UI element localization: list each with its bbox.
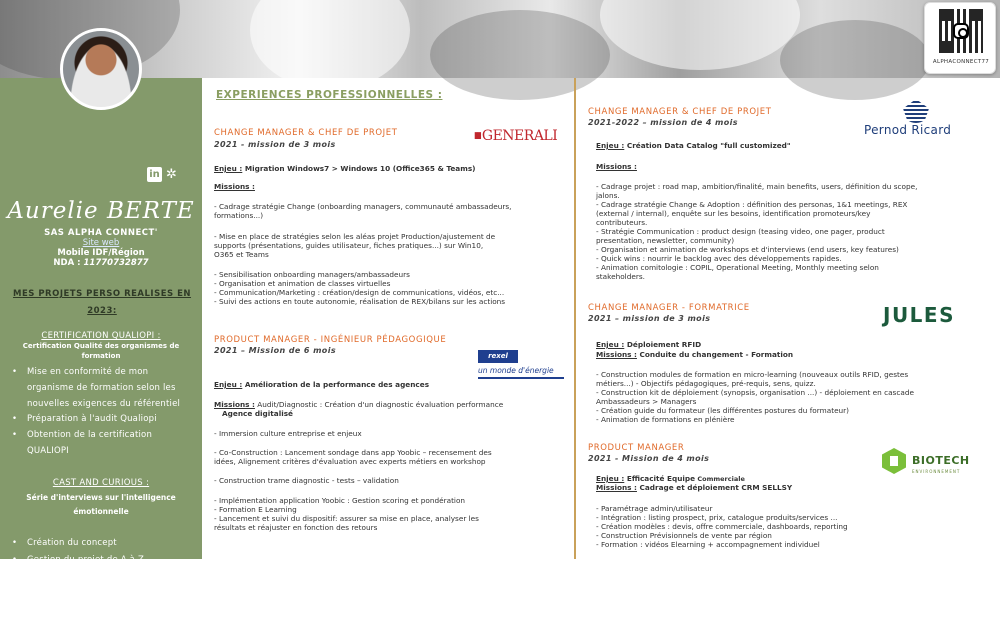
qr-code[interactable] (924, 2, 996, 74)
qualiopi-title: CERTIFICATION QUALIOPI : (0, 331, 202, 341)
company-name: SAS ALPHA CONNECT' (0, 228, 202, 238)
banner-shape (600, 0, 800, 70)
qr-label: ALPHACONNECT77 (925, 59, 997, 65)
instagram-icon (953, 23, 969, 39)
job-title: PRODUCT MANAGER (588, 443, 684, 453)
enjeu-text: Migration Windows7 > Windows 10 (Office365 & Teams) (242, 164, 475, 173)
jules-logo: JULES (883, 303, 955, 327)
missions-label-text: Missions : (596, 162, 637, 171)
mission-line: - Paramétrage admin/utilisateur (596, 504, 712, 513)
nda (0, 258, 202, 268)
mission-line: - Cadrage stratégie Change (onboarding managers, communauté ambassadeurs, (214, 202, 511, 211)
mission-line: (external / internal), enquête sur les besoins, identification promoteurs/key (596, 209, 870, 218)
mission-line: - Immersion culture entreprise et enjeux (214, 429, 362, 438)
cast-subtitle (6, 491, 196, 519)
projects-title-line-1: MES PROJETS PERSO REALISES EN (4, 286, 200, 303)
enjeu-line (214, 380, 429, 389)
job-title: PRODUCT MANAGER - INGÉNIEUR PÉDAGOGIQUE (214, 335, 446, 345)
enjeu-text: Efficacité Equipe (624, 474, 695, 483)
qualiopi-list (12, 365, 198, 460)
job-mission: 2021 – Mission de 6 mois (214, 346, 336, 355)
mission-line: Ambassadeurs > Managers (596, 397, 696, 406)
mission-line: - Création modèles : devis, offre commerciale, dashboards, reporting (596, 522, 848, 531)
missions-text: Conduite du changement - Formation (637, 350, 793, 359)
list-item: • 20 interviews réalisées (12, 618, 198, 634)
pernod-ricard-icon (903, 99, 929, 123)
missions-label (596, 162, 637, 171)
projects-title-line-2: 2023: (4, 303, 200, 320)
mission-line: presentation, newsletter, community) (596, 236, 734, 245)
enjeu-label: Enjeu : (596, 340, 624, 349)
missions-label-text: Missions : (596, 350, 637, 359)
enjeu-label: Enjeu : (596, 141, 624, 150)
rexel-underline (478, 377, 564, 379)
job-mission: 2021-2022 – mission de 4 mois (588, 118, 738, 127)
mission-line: - Cadrage stratégie Change & Adoption : définition des personas, 1&1 meetings, REX (596, 200, 907, 209)
list-item: organisme de formation selon les (12, 381, 198, 397)
mission-line: métiers...) - Objectifs pédagogiques, pré-requis, sens, quizz. (596, 379, 816, 388)
mission-line: - Création guide du formateur (les différentes postures du formateur) (596, 406, 849, 415)
mission-line: - Animation de formations en plénière (596, 415, 735, 424)
enjeu-line (596, 141, 791, 150)
enjeu-label: Enjeu : (214, 164, 242, 173)
linkedin-icon[interactable]: in (147, 167, 162, 182)
mission-line: - Construction trame diagnostic - tests – validation (214, 476, 399, 485)
mission-line: - Co-Construction : Lancement sondage dans app Yoobic – recensement des (214, 448, 492, 457)
enjeu-text: Déploiement RFID (624, 340, 701, 349)
banner-shape (250, 0, 410, 90)
cast-title: CAST AND CURIOUS : (0, 478, 202, 488)
mission-line: - Construction modules de formation en micro-learning (nouveaux outils RFID, gestes (596, 370, 908, 379)
missions-text: Audit/Diagnostic : Création d'un diagnostic évaluation performance (255, 400, 503, 409)
experience-column-left (202, 78, 574, 559)
mission-line: - Construction kit de déploiement (synopsis, organisation ...) - déploiement en cascade (596, 388, 914, 397)
enjeu-text-small: Commerciale (695, 475, 745, 483)
website-link[interactable]: Site web (0, 238, 202, 248)
biotech-icon (882, 448, 906, 474)
list-item: • Obtention de la certification (12, 428, 198, 444)
missions-label-text: Missions : (214, 400, 255, 409)
missions-label (214, 182, 255, 191)
enjeu-line (214, 164, 476, 173)
mission-line: - Quick wins : nourrir le backlog avec des développements rapides. (596, 254, 842, 263)
mission-line: - Organisation et animation de workshops et d'interviews (end users, key features) (596, 245, 899, 254)
qualiopi-subtitle (6, 341, 196, 361)
list-item: • Création scenarii, choix (12, 568, 198, 585)
missions-text: Cadrage et déploiement CRM SELLSY (637, 483, 792, 492)
rexel-tagline: un monde d'énergie (478, 366, 554, 375)
nda-value: 11770732877 (84, 258, 149, 268)
mission-line: résultats et réajuster en fonction des retours (214, 523, 377, 532)
experience-column-right (574, 78, 1000, 559)
job-mission: 2021 - Mission de 4 mois (588, 454, 709, 463)
enjeu-text: Création Data Catalog "full customized" (624, 141, 790, 150)
mission-line: - Communication/Marketing : création/design de communications, vidéos, etc... (214, 288, 504, 297)
missions-line: Agence digitalisé (222, 409, 293, 418)
mission-line: idées, Alignement critères d'évaluation avec experts métiers en workshop (214, 457, 486, 466)
mobility: Mobile IDF/Région (0, 248, 202, 258)
enjeu-text: Amélioration de la performance des agences (242, 380, 429, 389)
cast-list (12, 535, 198, 634)
missions-line (596, 350, 793, 359)
mission-line: - Cadrage projet : road map, ambition/finalité, main benefits, users, définition du scope, (596, 182, 917, 191)
mission-line: - Sensibilisation onboarding managers/ambassadeurs (214, 270, 410, 279)
click-cursor-icon: ✲ (166, 167, 182, 183)
generali-logo: ▮▮ GENERALI (474, 128, 557, 144)
cast-subtitle-line-1: Série d'interviews sur l'intelligence (6, 491, 196, 505)
list-item: • Préparation à l'audit Qualiopi (12, 412, 198, 428)
mission-line: - Formation : vidéos Elearning + accompagnement individuel (596, 540, 820, 549)
sidebar (0, 78, 202, 559)
list-item: nouvelles exigences du référentiel (12, 397, 198, 413)
enjeu-label: Enjeu : (214, 380, 242, 389)
rexel-logo: rexel (478, 350, 518, 363)
list-item: QUALIOPI (12, 444, 198, 460)
mission-line: - Suivi des actions en toute autonomie, réalisation de REX/bilans sur les actions (214, 297, 505, 306)
experiences-title: EXPERIENCES PROFESSIONNELLES : (216, 89, 442, 101)
cast-subtitle-line-2: émotionnelle (6, 505, 196, 519)
mission-line: - Formation E Learning (214, 505, 297, 514)
missions-label-text: Missions : (214, 182, 255, 191)
job-title: CHANGE MANAGER & CHEF DE PROJET (588, 107, 772, 117)
list-item: • Création du concept (12, 535, 198, 552)
missions-line (596, 483, 792, 492)
mission-line: - Stratégie Communication : product design (teasing video, one pager, product (596, 227, 885, 236)
pernod-ricard-logo: Pernod Ricard (864, 123, 951, 137)
mission-line: - Construction Prévisionnels de vente par région (596, 531, 772, 540)
job-title: CHANGE MANAGER - FORMATRICE (588, 303, 750, 313)
mission-line: jalons. (596, 191, 620, 200)
mission-line: - Lancement et suivi du dispositif: assurer sa mise en place, analyser les (214, 514, 479, 523)
mission-line: - Intégration : listing prospect, prix, catalogue produits/services ... (596, 513, 838, 522)
nda-label: NDA : (53, 258, 83, 268)
mission-line: - Mise en place de stratégies selon les aléas projet Production/ajustement de (214, 232, 495, 241)
mission-line: stakeholders. (596, 272, 645, 281)
enjeu-label: Enjeu : (596, 474, 624, 483)
list-item: • Gestion du projet de A à Z (12, 552, 198, 569)
list-item: • Préparation des interviewés (12, 601, 198, 618)
job-title: CHANGE MANAGER & CHEF DE PROJET (214, 128, 398, 138)
profile-name: Aurelie BERTE (0, 198, 202, 224)
mission-line: - Implémentation application Yoobic : Gestion scoring et pondération (214, 496, 465, 505)
missions-label-text: Missions : (596, 483, 637, 492)
mission-line: contributeurs. (596, 218, 647, 227)
list-item: prestataires, lieu, montages vidéos (12, 585, 198, 602)
enjeu-line (596, 340, 701, 349)
job-mission: 2021 - mission de 3 mois (214, 140, 336, 149)
biotech-logo: BIOTECH (912, 454, 970, 467)
qualiopi-subtitle-line-2: formation (6, 351, 196, 361)
mission-line: - Animation comitologie : COPIL, Operational Meeting, Monthly meeting selon (596, 263, 879, 272)
qualiopi-subtitle-line-1: Certification Qualité des organismes de (6, 341, 196, 351)
biotech-logo-sub: ENVIRONNEMENT (912, 469, 960, 474)
projects-title (4, 286, 200, 320)
job-mission: 2021 – mission de 3 mois (588, 314, 710, 323)
mission-line: - Organisation et animation de classes virtuelles (214, 279, 390, 288)
list-item: • Mise en conformité de mon (12, 365, 198, 381)
header-banner (0, 0, 1000, 78)
avatar (60, 28, 142, 110)
mission-line: supports (présentations, guides utilisateur, fiches pratiques...) sur Win10, (214, 241, 483, 250)
mission-line: O365 et Teams (214, 250, 269, 259)
missions-line (214, 400, 503, 409)
mission-line: formations...) (214, 211, 263, 220)
